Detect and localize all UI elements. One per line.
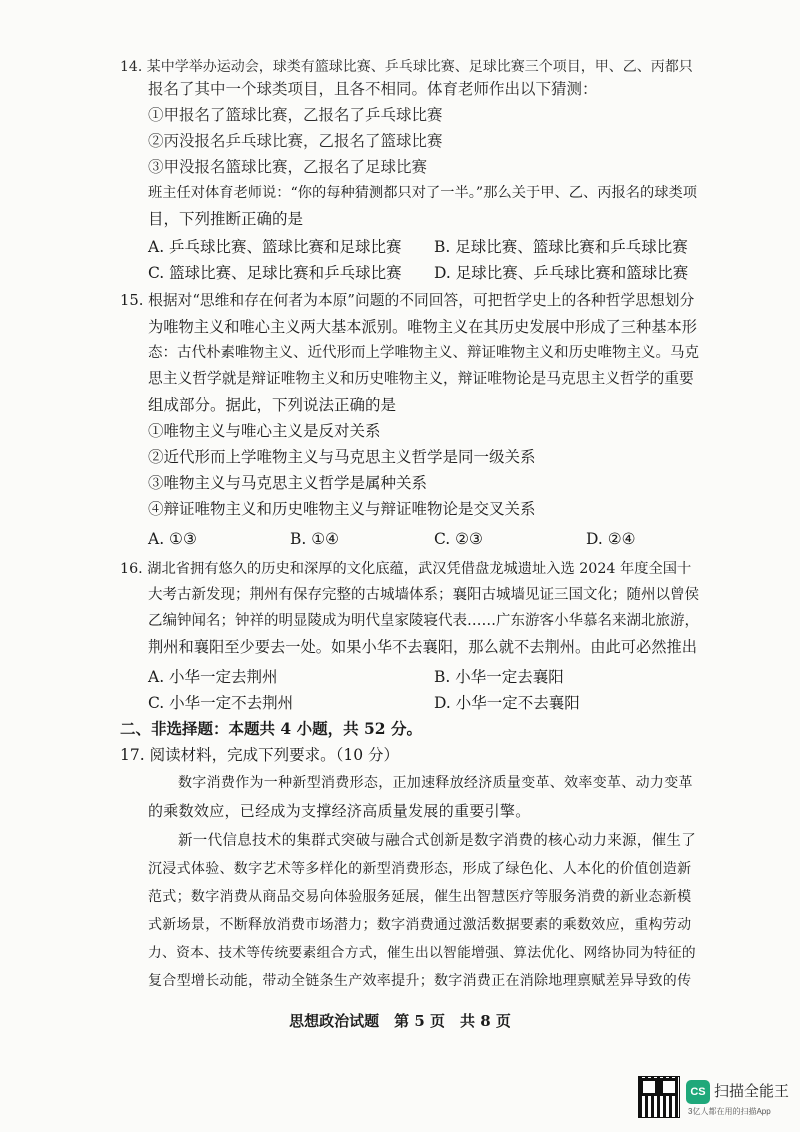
- q15-line-1: 15. 根据对“思维和存在何者为本原”问题的不同回答，可把哲学史上的各种哲学思想划分: [120, 292, 695, 309]
- section-2-heading: 二、非选择题：本题共 4 小题，共 52 分。: [120, 719, 422, 738]
- q17-material-line-8: 复合型增长动能，带动全链条生产效率提升；数字消费正在消除地理禀赋差异导致的传: [148, 973, 692, 989]
- scanner-brand-tagline: 3亿人都在用的扫描App: [688, 1107, 771, 1116]
- q16-option-c: C. 小华一定不去荆州: [148, 694, 294, 712]
- q14-option-b: B. 足球比赛、篮球比赛和乒乓球比赛: [434, 238, 688, 256]
- q16-line-4: 荆州和襄阳至少要去一处。如果小华不去襄阳，那么就不去荆州。由此可必然推出: [148, 638, 697, 656]
- q15-option-a: A. ①③: [148, 530, 197, 548]
- q14-option-d: D. 足球比赛、乒乓球比赛和篮球比赛: [434, 264, 689, 282]
- q14-option-a: A. 乒乓球比赛、篮球比赛和足球比赛: [148, 238, 402, 256]
- q17-material-line-3: 新一代信息技术的集群式突破与融合式创新是数字消费的核心动力来源，催生了: [178, 833, 696, 849]
- q15-option-c: C. ②③: [434, 530, 483, 548]
- q14-line-1: 14. 某中学举办运动会，球类有篮球比赛、乒乓球比赛、足球比赛三个项目，甲、乙、丙都只: [120, 59, 693, 75]
- q17-material-line-2: 的乘数效应，已经成为支撑经济高质量发展的重要引擎。: [148, 802, 531, 820]
- scanner-brand-name: 扫描全能王: [714, 1083, 790, 1100]
- q17-material-line-5: 范式；数字消费从商品交易向体验服务延展，催生出智慧医疗等服务消费的新业态新模: [148, 889, 692, 905]
- q15-line-3: 态：古代朴素唯物主义、近代形而上学唯物主义、辩证唯物主义和历史唯物主义。马克: [148, 345, 699, 361]
- q16-line-3: 乙编钟闻名；钟祥的明显陵成为明代皇家陵寝代表……广东游客小华慕名来湖北旅游，: [148, 613, 699, 629]
- q14-guess-3: ③甲没报名篮球比赛，乙报名了足球比赛: [148, 158, 428, 176]
- q15-line-5: 组成部分。据此，下列说法正确的是: [148, 396, 397, 414]
- camscanner-logo-icon: CS: [686, 1080, 710, 1104]
- q14-guess-2: ②丙没报名乒乓球比赛，乙报名了篮球比赛: [148, 132, 443, 150]
- q14-line-7: 目，下列推断正确的是: [148, 210, 304, 228]
- q17-material-line-7: 力、资本、技术等传统要素组合方式，催生出以智能增强、算法优化、网络协同为特征的: [148, 945, 696, 961]
- q14-option-c: C. 篮球比赛、足球比赛和乒乓球比赛: [148, 264, 402, 282]
- q14-guess-1: ①甲报名了篮球比赛，乙报名了乒乓球比赛: [148, 106, 443, 124]
- q14-line-2: 报名了其中一个球类项目，且各不相同。体育老师作出以下猜测：: [148, 80, 598, 98]
- q16-line-1: 16. 湖北省拥有悠久的历史和深厚的文化底蕴，武汉凭借盘龙城遗址入选 2024 年度全国十: [120, 561, 692, 577]
- q15-statement-4: ④辩证唯物主义和历史唯物主义与辩证唯物论是交叉关系: [148, 500, 536, 518]
- q14-line-6: 班主任对体育老师说：“你的每种猜测都只对了一半。”那么关于甲、乙、丙报名的球类项: [148, 185, 697, 201]
- q15-statement-1: ①唯物主义与唯心主义是反对关系: [148, 422, 381, 440]
- q16-line-2: 大考古新发现；荆州有保存完整的古城墙体系；襄阳古城墙见证三国文化；随州以曾侯: [148, 587, 699, 603]
- q17-material-line-1: 数字消费作为一种新型消费形态，正加速释放经济质量变革、效率变革、动力变革: [178, 775, 693, 791]
- q16-option-a: A. 小华一定去荆州: [148, 668, 278, 686]
- q15-line-2: 为唯物主义和唯心主义两大基本派别。唯物主义在其历史发展中形成了三种基本形: [148, 318, 697, 336]
- q15-statement-3: ③唯物主义与马克思主义哲学是属种关系: [148, 474, 428, 492]
- q15-option-b: B. ①④: [290, 530, 340, 548]
- q15-statement-2: ②近代形而上学唯物主义与马克思主义哲学是同一级关系: [148, 448, 536, 466]
- q16-option-d: D. 小华一定不去襄阳: [434, 694, 580, 712]
- q17-material-line-6: 式新场景，不断释放消费市场潜力；数字消费通过激活数据要素的乘数效应，重构劳动: [148, 917, 692, 933]
- page-footer: 思想政治试题 第 5 页 共 8 页: [289, 1012, 511, 1030]
- q16-option-b: B. 小华一定去襄阳: [434, 668, 564, 686]
- q17-material-line-4: 沉浸式体验、数字艺术等多样化的新型消费形态，形成了绿色化、人本化的价值创造新: [148, 861, 692, 877]
- q15-line-4: 思主义哲学就是辩证唯物主义和历史唯物主义，辩证唯物论是马克思主义哲学的重要: [148, 370, 694, 387]
- q15-option-d: D. ②④: [586, 530, 636, 548]
- q17-header: 17. 阅读材料，完成下列要求。（10 分）: [120, 746, 399, 764]
- qr-code-icon: [638, 1076, 680, 1118]
